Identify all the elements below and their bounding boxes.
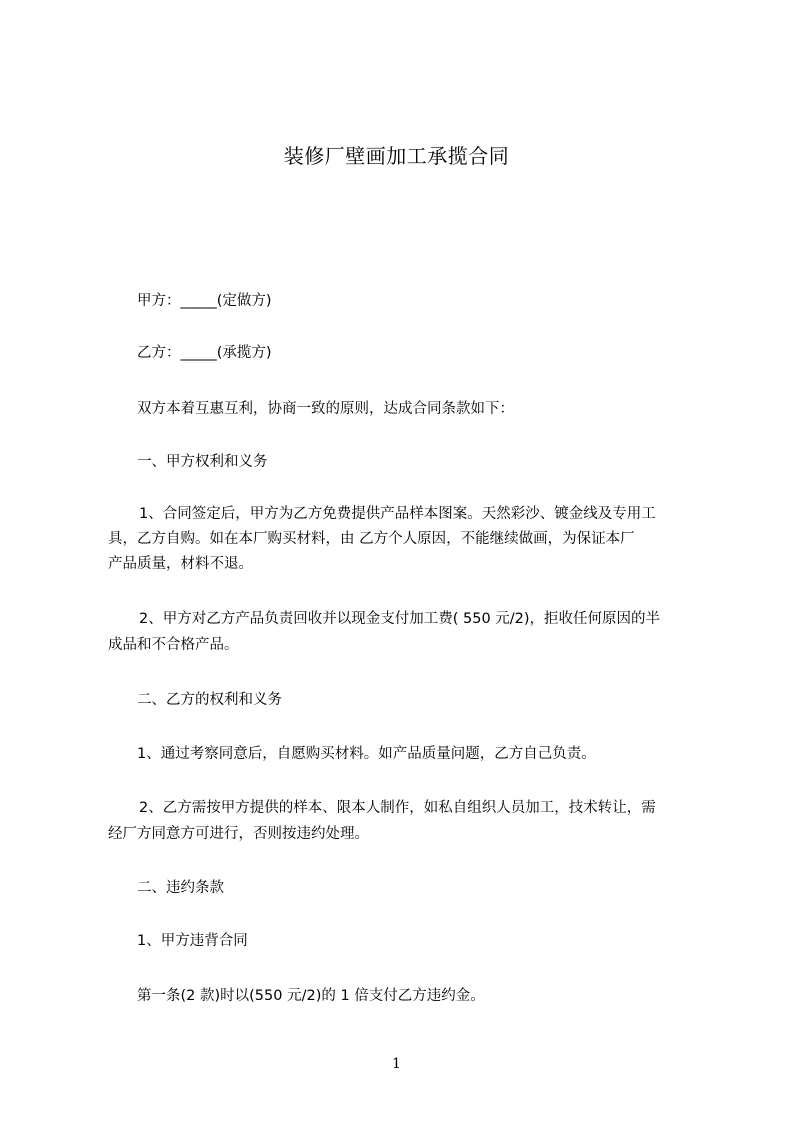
- section-1-item-2-line: 2、甲方对乙方产品负责回收并以现金支付加工费( 550 元/2)，拒收任何原因的半: [139, 611, 661, 627]
- section-1-item-1: [108, 502, 708, 577]
- preamble: 双方本着互惠互利，协商一致的原则，达成合同条款如下：: [137, 401, 514, 417]
- section-2-item-1: 1、通过考察同意后，自愿购买材料。如产品质量问题，乙方自己负责。: [137, 746, 596, 762]
- section-3-clause-1: 第一条(2 款)时以(550 元/2)的 1 倍支付乙方违约金。: [137, 988, 485, 1004]
- section-2-heading: 二、乙方的权利和义务: [137, 692, 282, 708]
- section-1-item-1-line: 1、合同签定后，甲方为乙方免费提供产品样本图案。天然彩沙、镀金线及专用工: [139, 506, 656, 522]
- section-1-heading: 一、甲方权利和义务: [137, 454, 268, 470]
- section-1-item-2-line: 成品和不合格产品。: [108, 637, 239, 653]
- section-2-item-2-line: 经厂方同意方可进行，否则按违约处理。: [108, 826, 369, 842]
- section-2-item-2-line: 2、乙方需按甲方提供的样本、限本人制作，如私自组织人员加工，技术转让，需: [139, 800, 656, 816]
- section-3-heading: 二、违约条款: [137, 880, 224, 896]
- party-b-line: 乙方：_____(承揽方): [137, 345, 272, 361]
- party-a-line: 甲方：_____(定做方): [137, 293, 272, 309]
- document-title: 装修厂壁画加工承揽合同: [283, 144, 510, 168]
- section-1-item-2: [108, 606, 708, 658]
- section-3-item-1: 1、甲方违背合同: [137, 933, 248, 949]
- page-number: 1: [392, 1056, 401, 1072]
- section-1-item-1-line: 产品质量，材料不退。: [108, 556, 253, 572]
- section-1-item-1-line: 具，乙方自购。如在本厂购买材料，由 乙方个人原因，不能继续做画，为保证本厂: [108, 531, 635, 547]
- section-2-item-2: [108, 795, 708, 847]
